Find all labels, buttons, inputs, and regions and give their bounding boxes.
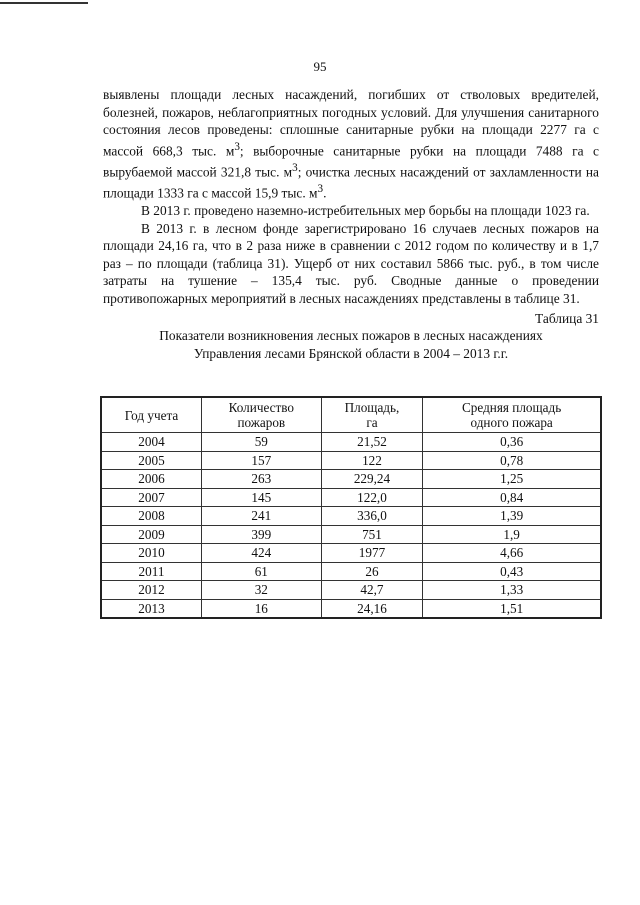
superscript: 3 [317, 182, 324, 195]
paragraph-1-line: выявлены площади лесных насаждений, погибших от стволовых вредителей, [103, 87, 599, 102]
paragraph-1-text: . [323, 185, 327, 201]
paragraph-3-line: В 2013 г. в лесном фонде зарегистрировано 16 случаев лесных пожаров [141, 220, 580, 236]
superscript: 3 [292, 161, 298, 174]
header-count: Количество пожаров [201, 397, 321, 433]
fires-table [100, 396, 602, 619]
paragraph-3-line: 5866 тыс. руб., в том числе затраты на тушение – 135,4 тыс. руб. Сводные [103, 255, 599, 289]
paragraph-1-text: насаждений от захламленности на площади 1333 га с массой 15,9 тыс. м [103, 164, 599, 201]
table-header-row [101, 397, 601, 433]
paragraph-1-line: санитарного состояния лесов проведены: сплошные санитарные рубки на [103, 104, 599, 138]
header-area: Площадь, га [321, 397, 423, 433]
paragraph-3 [103, 220, 599, 308]
paragraph-1 [103, 86, 599, 202]
paragraph-1-text: ; выборочные санитарные рубки на [239, 143, 467, 159]
paragraph-3-line: данные о проведении противопожарных мероприятий в лесных насаждениях [103, 273, 599, 306]
table-row: 2013 16 24,16 1,51 [101, 599, 601, 618]
body-text [103, 86, 599, 362]
table-row: 2012 32 42,7 1,33 [101, 581, 601, 600]
paragraph-2-line: В 2013 г. проведено наземно-истребительных мер борьбы на площади [141, 202, 542, 218]
table-title [103, 327, 599, 362]
paragraph-3-line: количеству и в 1,7 раз – по площади (таблица 31). Ущерб от них составил [103, 238, 599, 271]
table-row: 2006 263 229,24 1,25 [101, 470, 601, 489]
paragraph-1-text: площади 7488 га с вырубаемой массой 321,8 тыс. м [103, 143, 599, 180]
top-rule [0, 2, 88, 4]
superscript: 3 [234, 140, 240, 153]
paragraph-2 [103, 202, 599, 220]
header-year: Год учета [101, 397, 201, 433]
paragraph-1-text: площади 2277 га с массой 668,3 тыс. м [103, 122, 599, 159]
table-row: 2011 61 26 0,43 [101, 562, 601, 581]
page-number: 95 [313, 59, 327, 74]
table-row: 2004 59 21,52 0,36 [101, 433, 601, 452]
paragraph-3-line: на площади 24,16 га, что в 2 раза ниже в сравнении с 2012 годом по [103, 220, 599, 254]
table-row: 2010 424 1977 4,66 [101, 544, 601, 563]
paragraph-3-line: представлены в таблице 31. [421, 290, 580, 306]
table-row: 2008 241 336,0 1,39 [101, 507, 601, 526]
paragraph-1-text: ; очистка лесных [297, 164, 396, 180]
table-row: 2009 399 751 1,9 [101, 525, 601, 544]
paragraph-1-line: болезней, пожаров, неблагоприятных погодных условий. Для улучшения [103, 104, 525, 120]
table-row: 2005 157 122 0,78 [101, 451, 601, 470]
table-label: Таблица 31 [535, 310, 599, 326]
header-avg-area: Средняя площадь одного пожара [423, 397, 601, 433]
paragraph-2-line: 1023 га. [544, 202, 590, 218]
table-title-line: Управления лесами Брянской области в 2004 – 2013 г.г. [193, 345, 509, 361]
table-title-line: Показатели возникновения лесных пожаров в лесных насаждениях [159, 328, 543, 344]
table-row: 2007 145 122,0 0,84 [101, 488, 601, 507]
